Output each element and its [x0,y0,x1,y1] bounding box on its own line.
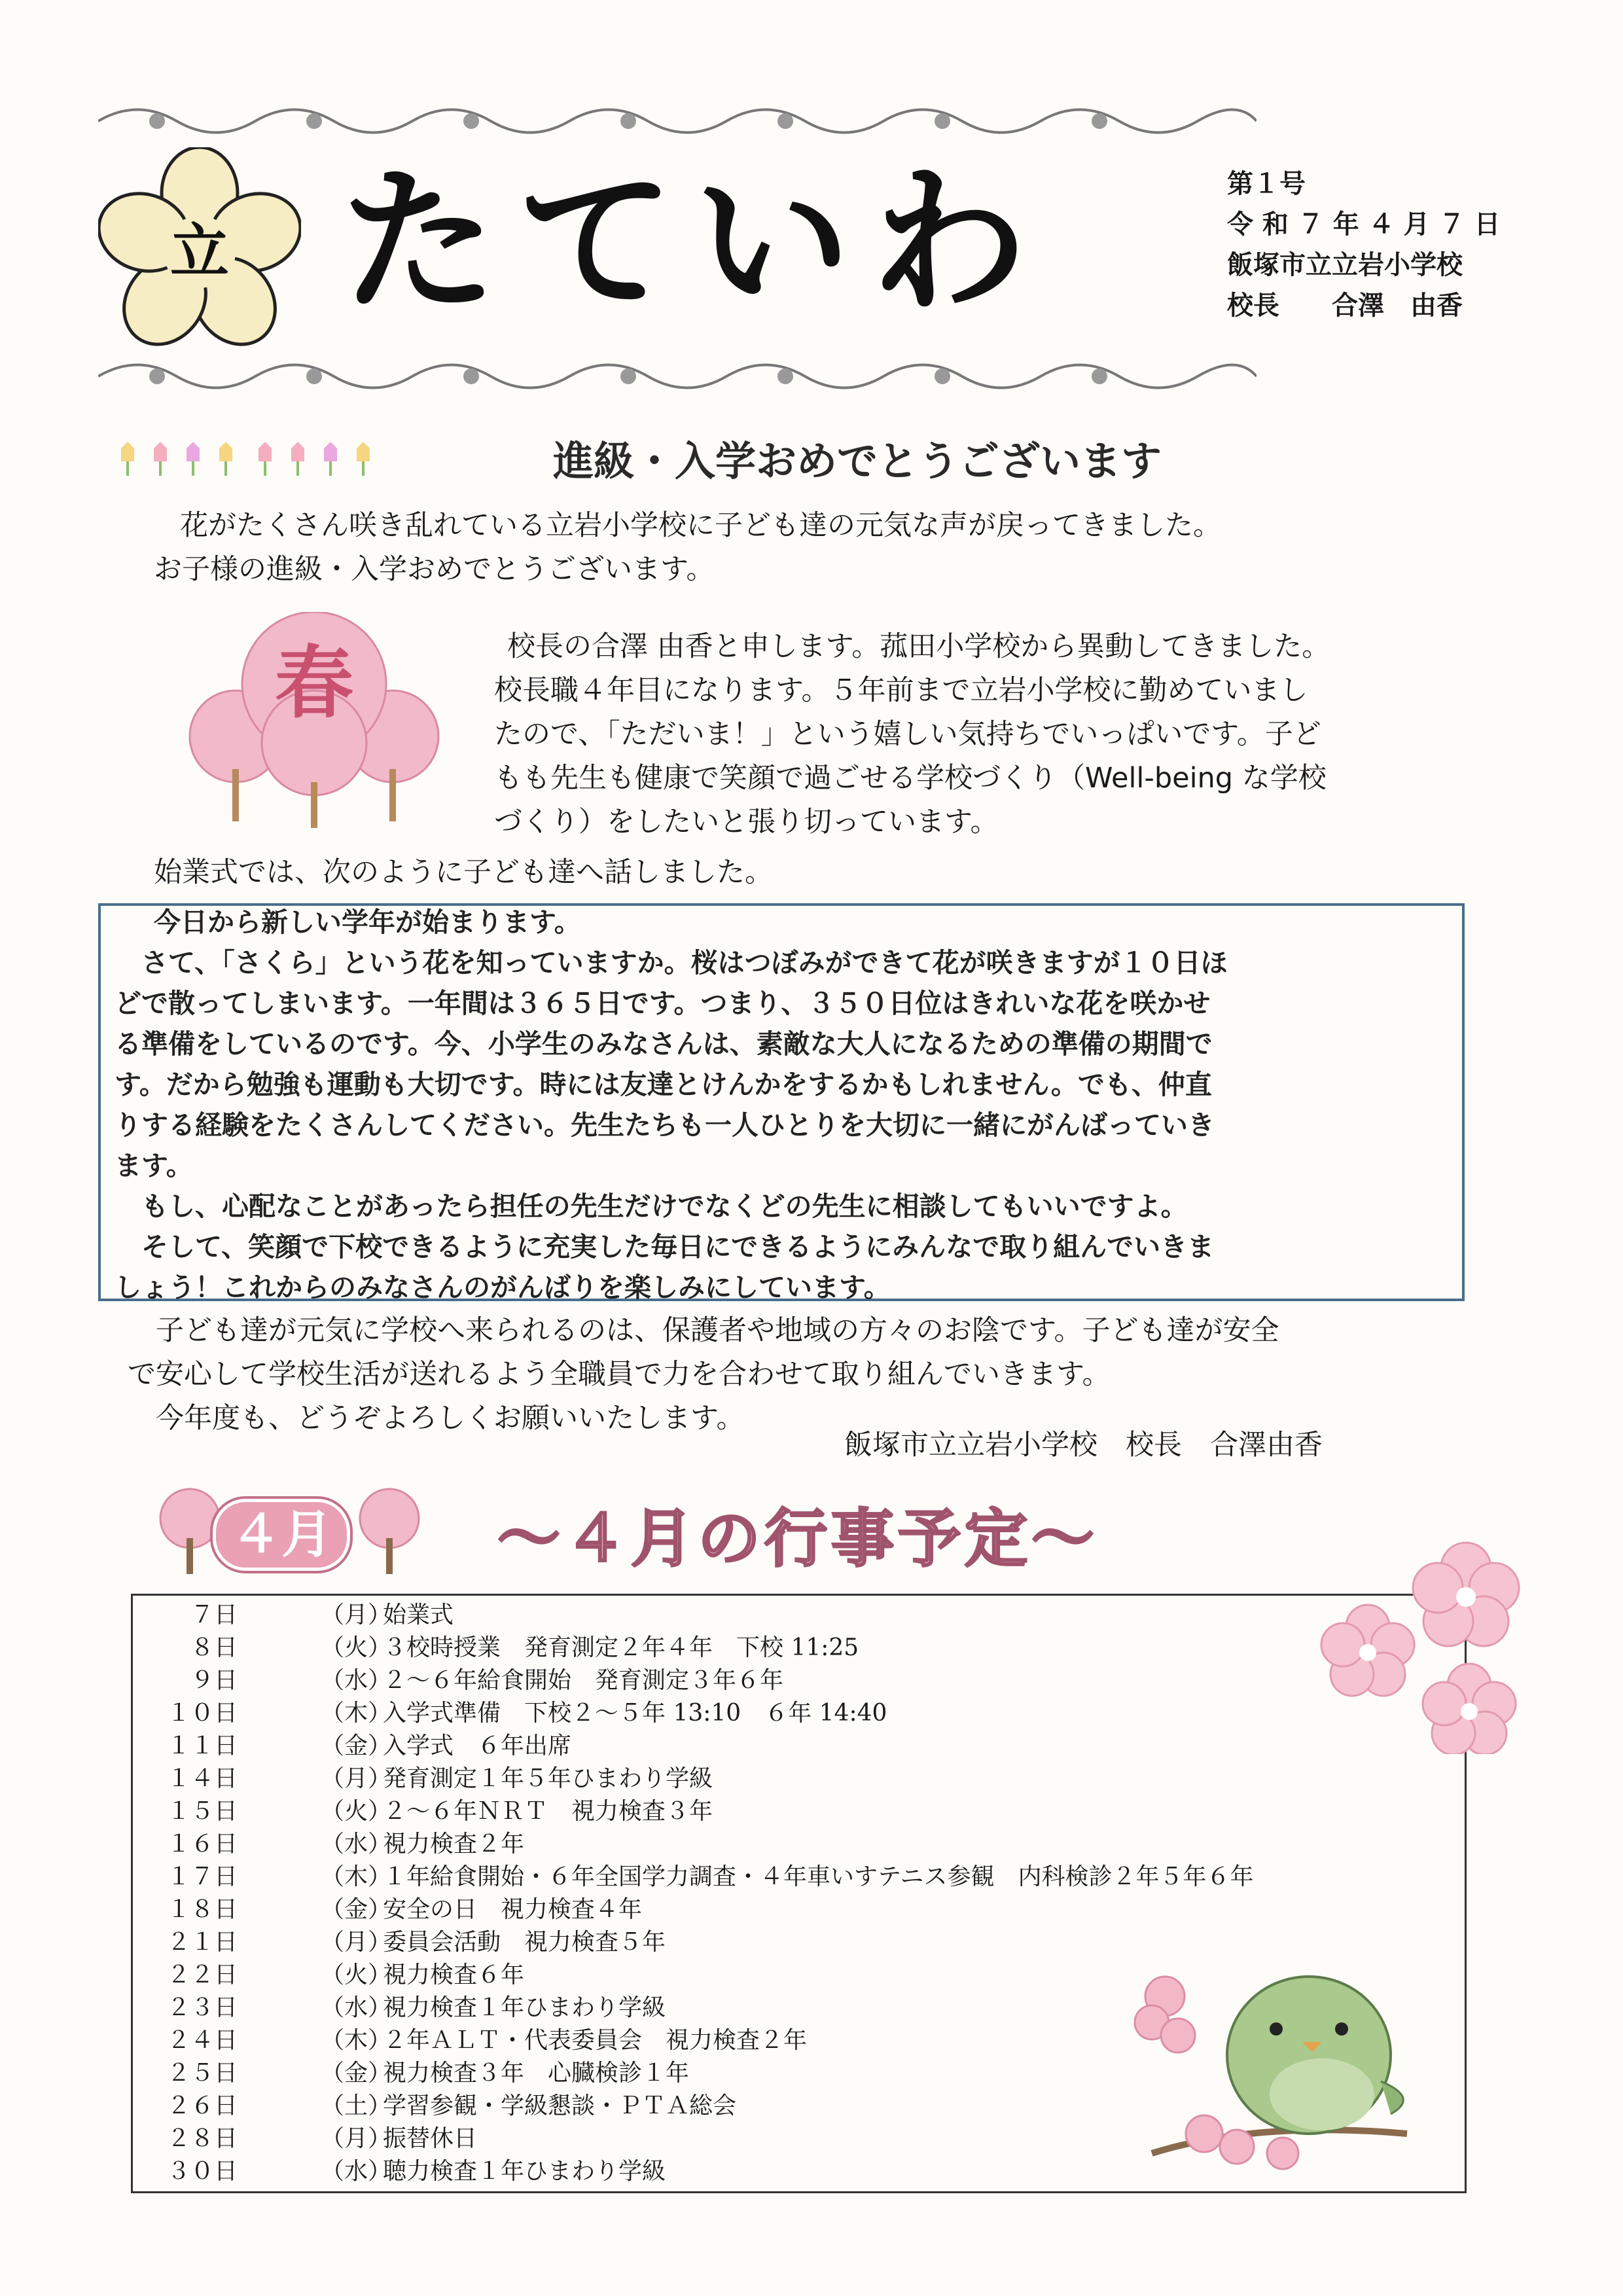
self-intro-line-5: づくり）をしたいと張り切っています。 [494,806,999,838]
schedule-day: （火） [321,1798,392,1825]
schedule-date: １０日 [167,1700,238,1727]
schedule-row [167,1861,1254,1893]
schedule-event: 視力検査３年 心臓検診１年 [383,2060,690,2087]
bird-illustration [1126,1957,1427,2173]
schedule-date: １５日 [167,1798,238,1825]
schedule-row [167,2155,1254,2188]
speech-text [115,902,1456,1308]
schedule-day: （金） [321,1896,392,1923]
schedule-day: （水） [321,1831,392,1857]
schedule-event: 安全の日 視力検査４年 [383,1896,643,1923]
issue-date: 令 和 ７ 年 ４ 月 ７ 日 [1227,209,1501,240]
speech-lead: 始業式では、次のように子ども達へ話しました。 [154,856,773,889]
schedule-row [167,1992,1254,2024]
schedule-day: （木） [321,2027,392,2054]
spring-char: 春 [275,637,353,729]
schedule-row [167,2057,1254,2090]
schedule-date: ９日 [167,1667,238,1694]
schedule-row [167,1664,1254,1697]
intro-line-2: お子様の進級・入学おめでとうございます。 [154,553,715,586]
speech-line: そして、笑顔で下校できるように充実した毎日にできるようにみんなで取り組んでいきま [115,1231,1215,1263]
bottom-ornament-border [98,353,1257,399]
speech-line: りする経験をたくさんしてください。先生たちも一人ひとりを大切に一緒にがんばっていき [115,1109,1215,1141]
schedule-row [167,2024,1254,2057]
schedule-date: ７日 [167,1602,238,1628]
schedule-day: （金） [321,1732,392,1759]
closing-line-3: 今年度も、どうぞよろしくお願いいたします。 [128,1402,745,1435]
schedule-row [167,1926,1254,1959]
schedule-event: ３校時授業 発育測定２年４年 下校 11:25 [383,1634,859,1661]
schedule-date: １１日 [167,1732,238,1759]
schedule-day: （水） [321,1667,392,1694]
schedule-day: （火） [321,1962,392,1988]
schedule-day: （月） [321,1602,392,1628]
schedule-day: （火） [321,1634,392,1661]
small-tree-right-icon [357,1486,422,1577]
schedule-row [167,1795,1254,1828]
schedule-date: ２５日 [167,2060,238,2087]
speech-line: しょう！これからのみなさんのがんばりを楽しみにしています。 [115,1272,891,1303]
schedule-row [167,2090,1254,2123]
schedule-day: （水） [321,2158,392,2185]
section-heading-welcome: 進級・入学おめでとうございます [552,437,1162,485]
schedule-event: 始業式 [383,1602,454,1628]
schedule-event: 視力検査６年 [383,1962,525,1988]
schedule-date: １６日 [167,1831,238,1857]
schedule-day: （月） [321,1929,392,1956]
schedule-day: （土） [321,2092,392,2119]
closing-line-1: 子ども達が元気に学校へ来られるのは、保護者や地域の方々のお陰です。子ども達が安全 [128,1314,1279,1347]
schedule-date: ２６日 [167,2092,238,2119]
top-ornament-border [98,98,1257,144]
schedule-date: ３０日 [167,2158,238,2185]
speech-line: さて、「さくら」という花を知っていますか。桜はつぼみができて花が咲きますが１０日ほ [115,947,1228,978]
schedule-date: １７日 [167,1863,238,1890]
schedule-day: （水） [321,1994,392,2021]
section-heading-schedule: ～４月の行事予定～ [497,1502,1098,1575]
schedule-event: 入学式 ６年出席 [383,1732,572,1759]
speech-line: どで散ってしまいます。一年間は３６５日です。つまり、３５０日位はきれいな花を咲かせ [115,988,1211,1019]
school-name: 飯塚市立立岩小学校 [1227,250,1463,280]
schedule-row [167,2123,1254,2155]
schedule-row [167,1599,1254,1632]
schedule-event: ２～６年給食開始 発育測定３年６年 [383,1667,784,1694]
schedule-event: 視力検査１年ひまわり学級 [383,1994,666,2021]
schedule-day: （月） [321,2125,392,2152]
schedule-date: ８日 [167,1634,238,1661]
schedule-row [167,1697,1254,1730]
speech-line: す。だから勉強も運動も大切です。時には友達とけんかをするかもしれません。でも、仲直 [115,1069,1212,1100]
speech-line: 今日から新しい学年が始まります。 [154,906,581,938]
schedule-event: １年給食開始・６年全国学力調査・４年車いすテニス参観 内科検診２年５年６年 [383,1863,1254,1890]
schedule-event: ２～６年ＮＲＴ 視力検査３年 [383,1798,713,1825]
schedule-date: ２３日 [167,1994,238,2021]
schedule-event: 振替休日 [383,2125,478,2152]
self-intro-line-3: たので、「ただいま！」という嬉しい気持ちでいっぱいです。子ど [494,718,1321,751]
speech-line: もし、心配なことがあったら担任の先生だけでなくどの先生に相談してもいいですよ。 [115,1191,1188,1222]
schedule-event: 委員会活動 視力検査５年 [383,1929,666,1956]
speech-line: ます。 [115,1150,193,1181]
emblem-char: 立 [170,217,229,286]
self-intro-line-1: 校長の合澤 由香と申します。菰田小学校から異動してきました。 [507,630,1330,663]
sakura-emblem-icon [98,147,301,350]
schedule-event: 視力検査２年 [383,1831,525,1857]
cherry-blossoms-icon [1315,1538,1544,1754]
schedule-date: ２４日 [167,2027,238,2054]
schedule-row [167,1828,1254,1861]
schedule-date: １４日 [167,1765,238,1792]
speech-line: る準備をしているのです。今、小学生のみなさんは、素敵な大人になるための準備の期間で [115,1028,1213,1060]
month-badge: ４月 [213,1499,350,1571]
schedule-event: 発育測定１年５年ひまわり学級 [383,1765,713,1792]
schedule-event: 聴力検査１年ひまわり学級 [383,2158,666,2185]
schedule-row [167,1893,1254,1926]
self-intro-line-2: 校長職４年目になります。５年前まで立岩小学校に勤めていまし [494,674,1308,707]
issue-info [1227,164,1500,326]
signature: 飯塚市立立岩小学校 校長 合澤由香 [844,1429,1323,1462]
schedule-row [167,1763,1254,1795]
schedule-day: （木） [321,1863,392,1890]
schedule-day: （金） [321,2060,392,2087]
issue-number: 第１号 [1227,169,1306,199]
newsletter-title: たていわ [340,151,1047,334]
schedule-list [167,1599,1254,2188]
schedule-row [167,1730,1254,1763]
schedule-day: （月） [321,1765,392,1792]
intro-line-1: 花がたくさん咲き乱れている立岩小学校に子ども達の元気な声が戻ってきました。 [180,509,1221,542]
schedule-date: ２２日 [167,1962,238,1988]
schedule-event: 学習参観・学級懇談・ＰＴＡ総会 [383,2092,737,2119]
self-intro-line-4: もも先生も健康で笑顔で過ごせる学校づくり（Well-being な学校 [494,762,1327,795]
schedule-event: 入学式準備 下校２～５年 13:10 ６年 14:40 [383,1700,887,1727]
schedule-date: ２８日 [167,2125,238,2152]
schedule-row [167,1959,1254,1992]
schedule-row [167,1632,1254,1664]
principal-name: 校長 合澤 由香 [1227,291,1463,321]
schedule-date: ２１日 [167,1929,238,1956]
schedule-event: ２年ＡＬＴ・代表委員会 視力検査２年 [383,2027,808,2054]
schedule-day: （木） [321,1700,392,1727]
schedule-date: １８日 [167,1896,238,1923]
spring-trees-illustration [177,612,452,834]
closing-line-2: で安心して学校生活が送れるよう全職員で力を合わせて取り組んでいきます。 [128,1358,1111,1391]
